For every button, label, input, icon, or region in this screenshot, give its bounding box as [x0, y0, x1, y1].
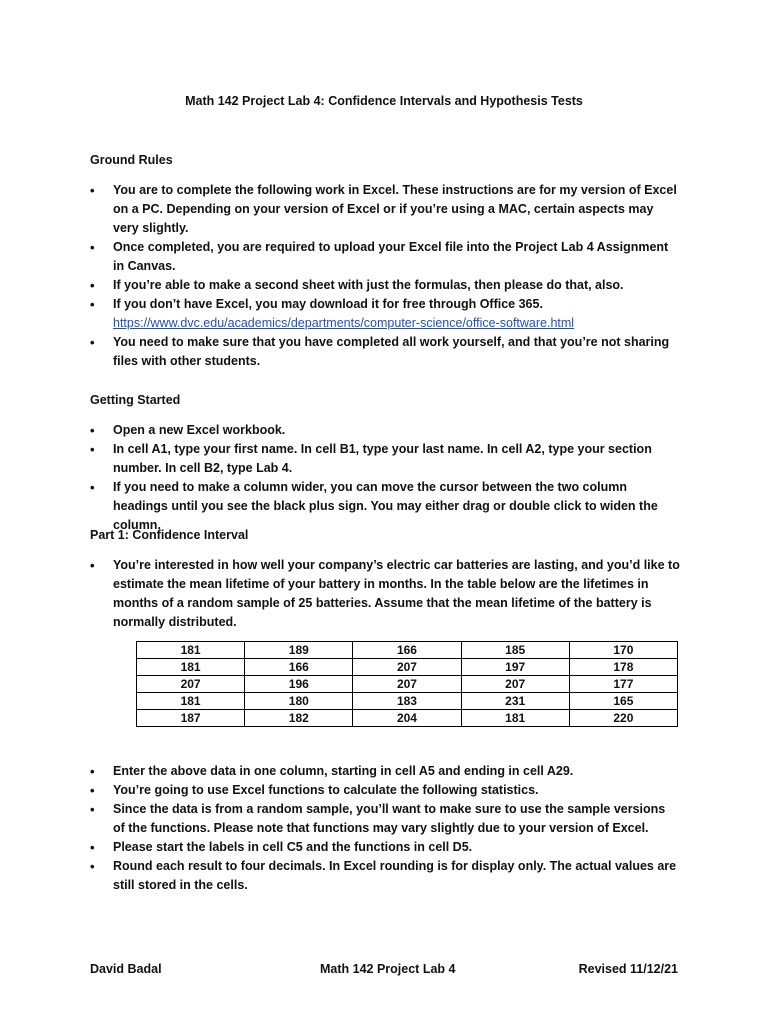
table-cell: 181: [137, 659, 245, 676]
footer-course: Math 142 Project Lab 4: [320, 962, 456, 976]
list-item: • Round each result to four decimals. In Excel rounding is for display only. The actual values are still stored in the cells.: [90, 857, 680, 895]
table-cell: 177: [569, 676, 677, 693]
list-item: [90, 295, 680, 333]
list-item: • If you need to make a column wider, you can move the cursor between the two column headings until you see the black plus sign. You may either drag or double click to widen the column.: [90, 478, 680, 535]
table-cell: 207: [353, 676, 461, 693]
ground-rules-list: [90, 181, 680, 371]
table-cell: 189: [245, 642, 353, 659]
list-item-text: If you don’t have Excel, you may download it for free through Office 365.: [113, 297, 543, 311]
part1-steps-list: [90, 762, 680, 895]
list-item: • Enter the above data in one column, starting in cell A5 and ending in cell A29.: [90, 762, 680, 781]
list-item: • Open a new Excel workbook.: [90, 421, 680, 440]
table-cell: 197: [461, 659, 569, 676]
list-item: • Please start the labels in cell C5 and the functions in cell D5.: [90, 838, 680, 857]
table-cell: 220: [569, 710, 677, 727]
table-cell: 181: [137, 642, 245, 659]
table-row: [137, 659, 678, 676]
table-cell: 187: [137, 710, 245, 727]
page-title: Math 142 Project Lab 4: Confidence Intervals and Hypothesis Tests: [185, 94, 583, 108]
table-cell: 196: [245, 676, 353, 693]
list-item: • You’re interested in how well your company’s electric car batteries are lasting, and you’d like to estimate the mean lifetime of your battery in months. In the table below are the lifetimes in months of a random sample of 25 batteries. Assume that the mean lifetime of the battery is normally distributed.: [90, 556, 680, 632]
table-cell: 166: [245, 659, 353, 676]
table-cell: 185: [461, 642, 569, 659]
footer-revised: Revised 11/12/21: [578, 962, 678, 976]
table-cell: 181: [137, 693, 245, 710]
list-item: • Since the data is from a random sample, you’ll want to make sure to use the sample versions of the functions. Please note that functions may vary slightly due to your version of Excel.: [90, 800, 680, 838]
ground-rules-heading: Ground Rules: [90, 153, 173, 167]
table-row: [137, 710, 678, 727]
list-item: • You’re going to use Excel functions to calculate the following statistics.: [90, 781, 680, 800]
table-row: [137, 676, 678, 693]
list-item: • In cell A1, type your first name. In cell B1, type your last name. In cell A2, type your section number. In cell B2, type Lab 4.: [90, 440, 680, 478]
list-item: • Once completed, you are required to upload your Excel file into the Project Lab 4 Assignment in Canvas.: [90, 238, 680, 276]
office-software-link[interactable]: https://www.dvc.edu/academics/departments/computer-science/office-software.html: [113, 316, 575, 330]
getting-started-list: [90, 421, 680, 535]
table-cell: 165: [569, 693, 677, 710]
table-cell: 207: [353, 659, 461, 676]
footer-author: David Badal: [90, 962, 162, 976]
getting-started-heading: Getting Started: [90, 393, 181, 407]
list-item: • You need to make sure that you have completed all work yourself, and that you’re not sharing files with other students.: [90, 333, 680, 371]
table-cell: 207: [461, 676, 569, 693]
table-cell: 204: [353, 710, 461, 727]
table-cell: 181: [461, 710, 569, 727]
table-cell: 231: [461, 693, 569, 710]
table-row: [137, 642, 678, 659]
table-cell: 180: [245, 693, 353, 710]
battery-lifetimes-table: [136, 641, 678, 727]
part1-intro-list: [90, 556, 680, 632]
list-item: • You are to complete the following work in Excel. These instructions are for my version of Excel on a PC. Depending on your version of Excel or if you’re using a MAC, certain aspects may very slightly.: [90, 181, 680, 238]
table-row: [137, 693, 678, 710]
table-cell: 178: [569, 659, 677, 676]
part1-heading: Part 1: Confidence Interval: [90, 528, 249, 542]
table-cell: 166: [353, 642, 461, 659]
table-cell: 207: [137, 676, 245, 693]
list-item: • If you’re able to make a second sheet with just the formulas, then please do that, also.: [90, 276, 680, 295]
table-cell: 183: [353, 693, 461, 710]
table-cell: 170: [569, 642, 677, 659]
table-cell: 182: [245, 710, 353, 727]
